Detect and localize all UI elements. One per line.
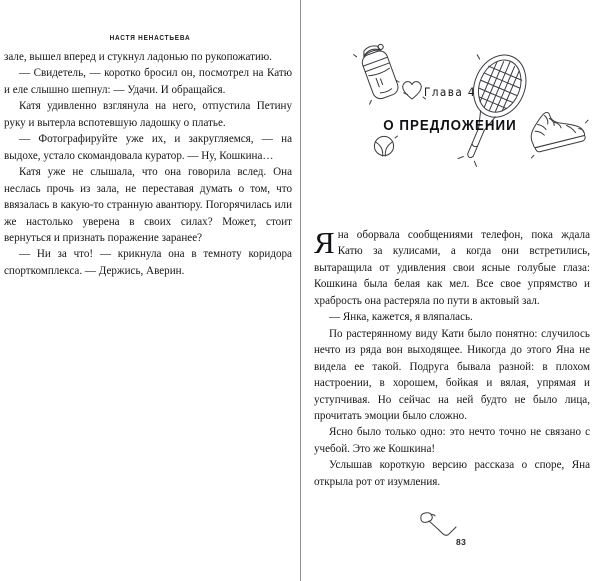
paragraph [314, 227, 590, 309]
paragraph: По растерянному виду Кати было понятно: случилось нечто из ряда вон выходящее. Никогда до этого Яна не видела ее такой. Подруга бывала разной: в плохом настроении, в хорошем, бойкая и вялая, упрямая и уступчивая. Но сейчас на ней будто не было лица, прочитать эмоции было сложно. [314, 327, 590, 422]
left-page-text-column [4, 49, 292, 279]
paragraph: Катя уже не слышала, что она говорила вслед. Она неслась прочь из зала, не переставая думать о том, что ввязалась в какую-то странную авантюру. Погорячилась или же настолько уверена в своих силах? Может, стоит вернуться и признать поражение заранее? [4, 166, 292, 244]
tennis-racket-icon [437, 44, 535, 173]
right-page-text-column [314, 227, 590, 490]
page-number: 83 [456, 537, 467, 547]
paragraph: Ясно было только одно: это нечто точно не связано с учебой. Это же Кошкина! [314, 426, 590, 455]
tennis-ball-icon [374, 136, 397, 156]
paragraph: — Фотографируйте уже их, и закругляемся, — на выдохе, устало скомандовала куратор. — Ну, Кошкина… [4, 133, 292, 162]
running-header: НАСТЯ НЕНАСТЬЕВА [109, 33, 191, 42]
folio-area [300, 512, 600, 558]
chapter-number-label: Глава 4 [424, 86, 476, 100]
paragraph: — Свидетель, — коротко бросил он, посмотрел на Катю и еле слышно шепнул: — Удачи. И обращайся. [4, 67, 292, 96]
drop-cap: Я [314, 225, 335, 260]
paragraph: — Ни за что! — крикнула она в темноту коридора спорткомплекса. — Держись, Аверин. [4, 248, 292, 277]
page-gutter-rule [300, 0, 301, 581]
paragraph: Услышав короткую версию рассказа о споре, Яна открыла рот от изумления. [314, 459, 590, 488]
paragraph: Катя удивленно взглянула на него, отпустила Петину руку и вытерла вспотевшую ладошку о платье. [4, 100, 292, 129]
paragraph: зале, вышел вперед и стукнул ладонью по рукопожатию. [4, 51, 272, 63]
paragraph-text: на оборвала сообщениями телефон, пока ждала Катю за кулисами, а когда они встретились, вытаращила от удивления свои ясные голубые глаза: Кошкина была белая как мел. Все свое упрямство и храбрость она растеряла по пути в актовый зал. [314, 229, 590, 307]
right-page [300, 0, 600, 581]
paragraph: — Янка, кажется, я вляпалась. [329, 311, 473, 324]
chapter-title: О ПРЕДЛОЖЕНИИ [383, 118, 517, 134]
